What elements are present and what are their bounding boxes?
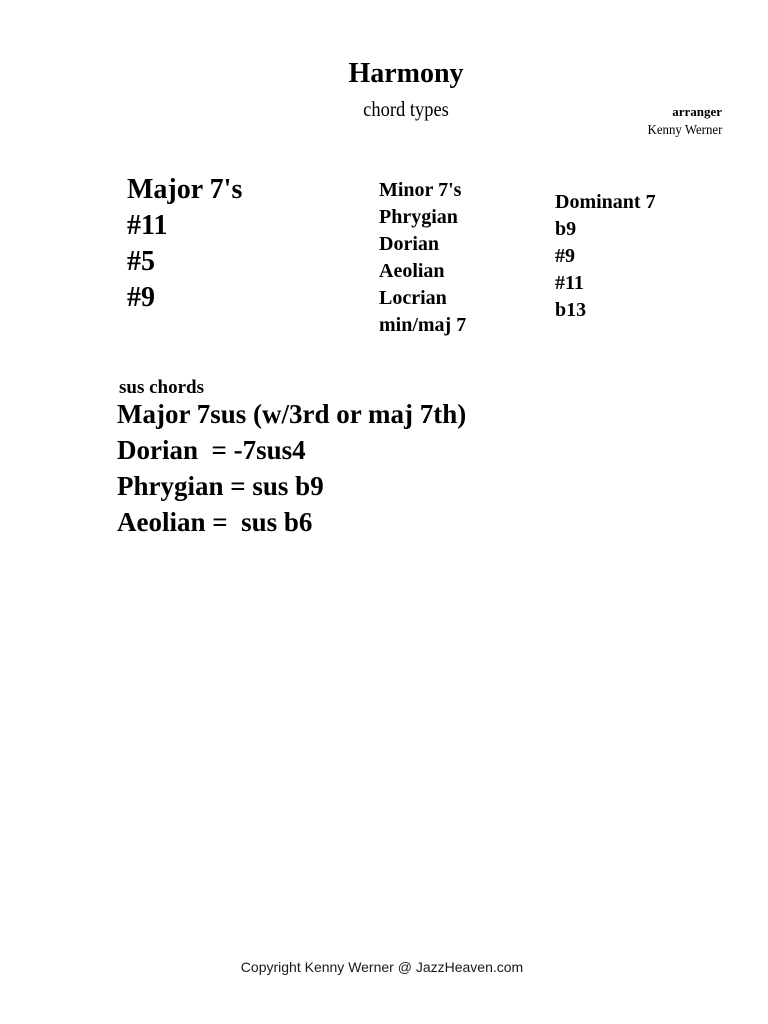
dominant-chords-column	[555, 189, 656, 324]
copyright-footer: Copyright Kenny Werner @ JazzHeaven.com	[240, 959, 524, 975]
major-chords-column	[127, 172, 242, 316]
dominant-chord-item: b9	[555, 218, 577, 240]
sus-chord-item: Aeolian = sus b6	[117, 507, 313, 537]
page-title: Harmony	[348, 58, 464, 89]
sus-chord-item: Major 7sus (w/3rd or maj 7th)	[117, 399, 467, 429]
major-chord-item: #9	[127, 282, 155, 313]
arranger-role-label: arranger	[672, 104, 722, 119]
dominant-chord-item: Dominant 7	[555, 191, 656, 213]
minor-chord-item: min/maj 7	[379, 314, 467, 336]
major-chord-item: #5	[127, 246, 155, 277]
minor-chord-item: Dorian	[379, 233, 439, 255]
major-chord-item: Major 7's	[127, 174, 243, 205]
minor-chord-item: Minor 7's	[379, 179, 462, 201]
sus-chord-item: Phrygian = sus b9	[117, 471, 324, 501]
minor-chord-item: Locrian	[379, 287, 447, 309]
arranger-name: Kenny Werner	[647, 123, 722, 138]
dominant-chord-item: b13	[555, 299, 587, 321]
major-chord-item: #11	[127, 210, 168, 241]
sus-chord-item: Dorian = -7sus4	[117, 435, 306, 465]
minor-chord-item: Aeolian	[379, 260, 445, 282]
page-subtitle: chord types	[363, 97, 449, 121]
dominant-chord-item: #9	[555, 245, 575, 267]
sus-chords-list	[117, 396, 466, 540]
minor-chords-column	[379, 177, 466, 339]
sus-chords-heading: sus chords	[119, 377, 204, 398]
minor-chord-item: Phrygian	[379, 206, 458, 228]
dominant-chord-item: #11	[555, 272, 584, 294]
